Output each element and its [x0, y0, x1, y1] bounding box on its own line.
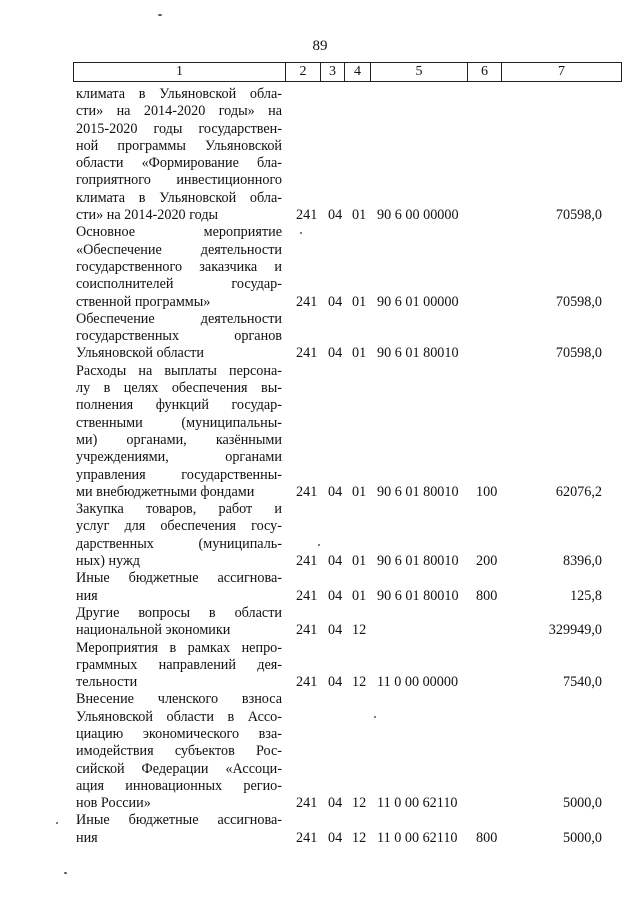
budget-row — [76, 570, 616, 605]
description-line: сийской Федерации «Ассоци- — [76, 760, 282, 777]
section-code: 04 — [328, 553, 343, 570]
description-line: нов России» — [76, 795, 151, 812]
description-line: лу в целях обеспечения вы- — [76, 380, 282, 397]
row-codes — [76, 674, 616, 691]
description-line: циацию экономического вза- — [76, 725, 282, 742]
budget-row — [76, 812, 616, 847]
column-header-5: 5 — [371, 63, 468, 82]
description-line: сти» на 2014-2020 годы — [76, 207, 219, 224]
row-codes — [76, 622, 616, 639]
description-line: ми внебюджетными фондами — [76, 483, 255, 500]
description-line: климата в Ульяновской обла- — [76, 86, 282, 102]
description-line: гоприятного инвестиционного — [76, 172, 282, 189]
grbs-code: 241 — [296, 553, 318, 570]
description-line: ация инновационных регио- — [76, 777, 282, 794]
description-line: Мероприятия в рамках непро- — [76, 639, 282, 656]
subsection-code: 12 — [352, 674, 367, 691]
budget-row — [76, 501, 616, 570]
description-line: Расходы на выплаты персона- — [76, 362, 282, 379]
budget-row — [76, 363, 616, 501]
column-header-6: 6 — [468, 63, 502, 82]
target-article-code: 90 6 01 80010 — [377, 553, 459, 570]
budget-row — [76, 86, 616, 224]
description-line: услуг для обеспечения госу- — [76, 518, 282, 535]
subsection-code: 01 — [352, 293, 367, 310]
target-article-code: 90 6 01 80010 — [377, 345, 459, 362]
column-header-table — [73, 62, 622, 82]
amount-value: 8396,0 — [562, 553, 602, 570]
amount-value: 7540,0 — [562, 674, 602, 691]
section-code: 04 — [328, 795, 343, 812]
grbs-code: 241 — [296, 622, 318, 639]
amount-value: 70598,0 — [555, 345, 602, 362]
subsection-code: 01 — [352, 483, 367, 500]
subsection-code: 12 — [352, 829, 367, 846]
row-description — [76, 363, 282, 501]
row-codes — [76, 345, 616, 362]
description-line: «Обеспечение деятельности — [76, 241, 282, 258]
section-code: 04 — [328, 674, 343, 691]
row-description — [76, 86, 282, 224]
row-codes — [76, 553, 616, 570]
scan-speck — [64, 872, 67, 874]
description-line: ственной программы» — [76, 293, 211, 310]
target-article-code: 90 6 01 80010 — [377, 483, 459, 500]
grbs-code: 241 — [296, 587, 318, 604]
target-article-code: 90 6 01 80010 — [377, 587, 459, 604]
subsection-code: 01 — [352, 345, 367, 362]
row-codes — [76, 795, 616, 812]
description-line: Иные бюджетные ассигнова- — [76, 570, 282, 587]
budget-row — [76, 311, 616, 363]
amount-value: 329949,0 — [548, 622, 602, 639]
row-codes — [76, 830, 616, 847]
target-article-code: 11 0 00 00000 — [377, 674, 459, 691]
subsection-code: 12 — [352, 795, 367, 812]
expense-type-code: 100 — [476, 483, 498, 500]
description-line: ных) нужд — [76, 553, 141, 570]
grbs-code: 241 — [296, 207, 318, 224]
description-line: Ульяновской области в Ассо- — [76, 708, 282, 725]
description-line: Основное мероприятие — [76, 224, 282, 241]
section-code: 04 — [328, 483, 343, 500]
description-line: дарственных (муниципаль- — [76, 535, 282, 552]
scan-speck — [56, 822, 58, 824]
section-code: 04 — [328, 829, 343, 846]
description-line: сти» на 2014-2020 годы» на — [76, 103, 282, 120]
row-codes — [76, 588, 616, 605]
description-line: климата в Ульяновской обла- — [76, 189, 282, 206]
description-line: тельности — [76, 674, 138, 691]
target-article-code: 11 0 00 62110 — [377, 795, 458, 812]
column-header-4: 4 — [345, 63, 371, 82]
description-line: учреждениями, органами — [76, 449, 282, 466]
expense-type-code: 200 — [476, 553, 498, 570]
description-line: Внесение членского взноса — [76, 691, 282, 708]
description-line: ми) органами, казёнными — [76, 431, 282, 448]
grbs-code: 241 — [296, 345, 318, 362]
budget-row — [76, 691, 616, 812]
target-article-code: 11 0 00 62110 — [377, 829, 458, 846]
description-line: области «Формирование бла- — [76, 155, 282, 172]
description-line: управления государственны- — [76, 466, 282, 483]
description-line: Другие вопросы в области — [76, 604, 282, 621]
description-line: национальной экономики — [76, 622, 231, 639]
description-line: ния — [76, 829, 98, 846]
column-header-2: 2 — [286, 63, 321, 82]
description-line: Обеспечение деятельности — [76, 310, 282, 327]
amount-value: 70598,0 — [555, 293, 602, 310]
section-code: 04 — [328, 345, 343, 362]
scan-speck — [300, 232, 302, 234]
grbs-code: 241 — [296, 674, 318, 691]
description-line: Ульяновской области — [76, 345, 204, 362]
grbs-code: 241 — [296, 829, 318, 846]
grbs-code: 241 — [296, 795, 318, 812]
grbs-code: 241 — [296, 483, 318, 500]
amount-value: 125,8 — [570, 587, 602, 604]
scan-speck — [318, 544, 320, 546]
column-header-1: 1 — [74, 63, 286, 82]
subsection-code: 01 — [352, 587, 367, 604]
description-line: ственными (муниципальны- — [76, 414, 282, 431]
budget-rows — [76, 86, 616, 847]
row-codes — [76, 484, 616, 501]
description-line: соисполнителей государ- — [76, 276, 282, 293]
budget-row — [76, 605, 616, 640]
column-header-7: 7 — [502, 63, 622, 82]
section-code: 04 — [328, 293, 343, 310]
row-codes — [76, 294, 616, 311]
amount-value: 5000,0 — [562, 829, 602, 846]
column-header-3: 3 — [321, 63, 345, 82]
description-line: 2015-2020 годы государствен- — [76, 120, 282, 137]
description-line: полнения функций государ- — [76, 397, 282, 414]
expense-type-code: 800 — [476, 829, 498, 846]
budget-row — [76, 224, 616, 310]
description-line: ния — [76, 587, 98, 604]
description-line: государственных органов — [76, 328, 282, 345]
description-line: Закупка товаров, работ и — [76, 501, 282, 518]
scan-speck — [158, 14, 162, 16]
amount-value: 62076,2 — [555, 483, 602, 500]
description-line: государственного заказчика и — [76, 258, 282, 275]
amount-value: 70598,0 — [555, 207, 602, 224]
column-header-row — [74, 63, 622, 82]
description-line: ной программы Ульяновской — [76, 137, 282, 154]
expense-type-code: 800 — [476, 587, 498, 604]
row-codes — [76, 207, 616, 224]
amount-value: 5000,0 — [562, 795, 602, 812]
subsection-code: 12 — [352, 622, 367, 639]
grbs-code: 241 — [296, 293, 318, 310]
description-line: граммных направлений дея- — [76, 656, 282, 673]
subsection-code: 01 — [352, 207, 367, 224]
target-article-code: 90 6 01 00000 — [377, 293, 459, 310]
description-line: имодействия субъектов Рос- — [76, 743, 282, 760]
subsection-code: 01 — [352, 553, 367, 570]
target-article-code: 90 6 00 00000 — [377, 207, 459, 224]
budget-row — [76, 640, 616, 692]
section-code: 04 — [328, 207, 343, 224]
section-code: 04 — [328, 587, 343, 604]
section-code: 04 — [328, 622, 343, 639]
page-number: 89 — [312, 38, 328, 54]
description-line: Иные бюджетные ассигнова- — [76, 812, 282, 829]
scan-speck — [374, 716, 376, 718]
